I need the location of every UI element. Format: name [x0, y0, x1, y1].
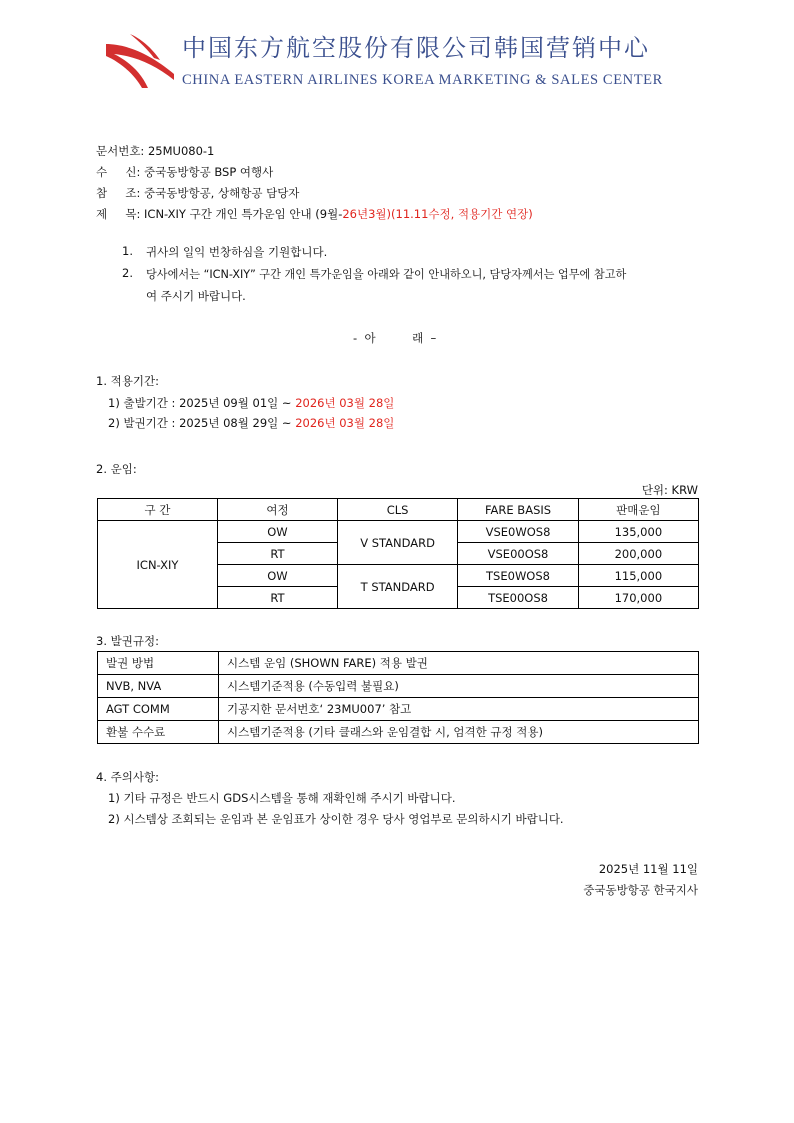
subject-value: ICN-XIY 구간 개인 특가운임 안내 (9월-	[144, 207, 343, 221]
section-3-title: 3. 발권규정:	[96, 634, 159, 648]
recipient-line	[96, 164, 273, 180]
price-cell: 200,000	[578, 543, 698, 565]
notice-item-2: 2) 시스템상 조회되는 운임과 본 운임표가 상이한 경우 당사 영업부로 문의하시기 바랍니다.	[108, 812, 564, 826]
ticketing-period	[108, 415, 394, 431]
reference-value: 중국동방항공, 상해항공 담당자	[144, 186, 300, 200]
rule-value: 시스템기준적용 (기타 클래스와 운임결합 시, 엄격한 규정 적용)	[219, 721, 699, 744]
intro-item-1-number: 1.	[122, 244, 133, 258]
table-row	[98, 721, 699, 744]
table-row	[98, 675, 699, 698]
table-row	[98, 521, 699, 543]
subject-label: 제 목:	[96, 207, 141, 221]
rule-value: 시스템기준적용 (수동입력 불필요)	[219, 675, 699, 698]
section-1-title: 1. 적용기간:	[96, 374, 159, 388]
fare-table	[97, 498, 699, 609]
notice-item-1: 1) 기타 규정은 반드시 GDS시스템을 통해 재확인해 주시기 바랍니다.	[108, 791, 456, 805]
rule-value: 시스템 운임 (SHOWN FARE) 적용 발권	[219, 652, 699, 675]
class-cell: T STANDARD	[337, 565, 457, 609]
trip-cell: OW	[217, 521, 337, 543]
ticketing-period-end: 2026년 03월 28일	[295, 416, 395, 430]
fare-basis-cell: VSE00OS8	[458, 543, 578, 565]
header-fare-basis: FARE BASIS	[458, 499, 578, 521]
fare-table-header-row	[98, 499, 699, 521]
header-class: CLS	[337, 499, 457, 521]
fare-basis-cell: VSE0WOS8	[458, 521, 578, 543]
intro-item-2-line-2: 여 주시기 바랍니다.	[146, 289, 246, 303]
intro-item-1: 귀사의 일익 번창하심을 기원합니다.	[146, 245, 328, 259]
class-cell: V STANDARD	[337, 521, 457, 565]
recipient-value: 중국동방항공 BSP 여행사	[144, 165, 274, 179]
separator-heading: - 아 래 –	[353, 331, 437, 345]
trip-cell: RT	[217, 587, 337, 609]
company-name-english: CHINA EASTERN AIRLINES KOREA MARKETING & SALES CENTER	[182, 72, 663, 88]
table-row	[98, 652, 699, 675]
rule-label: 환불 수수료	[98, 721, 219, 744]
subject-line	[96, 206, 533, 222]
rule-label: AGT COMM	[98, 698, 219, 721]
price-cell: 115,000	[578, 565, 698, 587]
section-2-title: 2. 운임:	[96, 462, 137, 476]
fare-basis-cell: TSE0WOS8	[458, 565, 578, 587]
fare-basis-cell: TSE00OS8	[458, 587, 578, 609]
china-eastern-logo-icon	[104, 30, 178, 90]
company-name-chinese: 中国东方航空股份有限公司韩国营销中心	[182, 34, 650, 62]
intro-item-2-line-1: 당사에서는 “ICN-XIY” 구간 개인 특가운임을 아래와 같이 안내하오니, 담당자께서는 업무에 참고하	[146, 268, 627, 281]
price-cell: 170,000	[578, 587, 698, 609]
reference-line	[96, 185, 299, 201]
section-4-title: 4. 주의사항:	[96, 770, 159, 784]
document-number: 문서번호: 25MU080-1	[96, 144, 215, 158]
table-row	[98, 698, 699, 721]
header-route: 구 간	[98, 499, 218, 521]
rule-label: NVB, NVA	[98, 675, 219, 698]
trip-cell: OW	[217, 565, 337, 587]
header-price: 판매운임	[578, 499, 698, 521]
ticketing-rules-table	[97, 651, 699, 744]
departure-period	[108, 395, 394, 411]
issue-date: 2025년 11월 11일	[598, 862, 698, 876]
signer: 중국동방항공 한국지사	[583, 883, 698, 897]
currency-unit: 단위: KRW	[641, 483, 698, 497]
price-cell: 135,000	[578, 521, 698, 543]
rule-label: 발권 방법	[98, 652, 219, 675]
recipient-label: 수 신:	[96, 165, 141, 179]
header-trip: 여정	[217, 499, 337, 521]
reference-label: 참 조:	[96, 186, 141, 200]
ticketing-period-start: 2) 발권기간 : 2025년 08월 29일 ~	[108, 416, 296, 430]
rule-value: 기공지한 문서번호‘ 23MU007’ 참고	[219, 698, 699, 721]
departure-period-end: 2026년 03월 28일	[295, 396, 395, 410]
trip-cell: RT	[217, 543, 337, 565]
subject-value-highlight: 26년3월)(11.11수정, 적용기간 연장)	[342, 207, 533, 221]
route-cell: ICN-XIY	[98, 521, 218, 609]
departure-period-start: 1) 출발기간 : 2025년 09월 01일 ~	[108, 396, 296, 410]
intro-item-2-number: 2.	[122, 266, 133, 280]
